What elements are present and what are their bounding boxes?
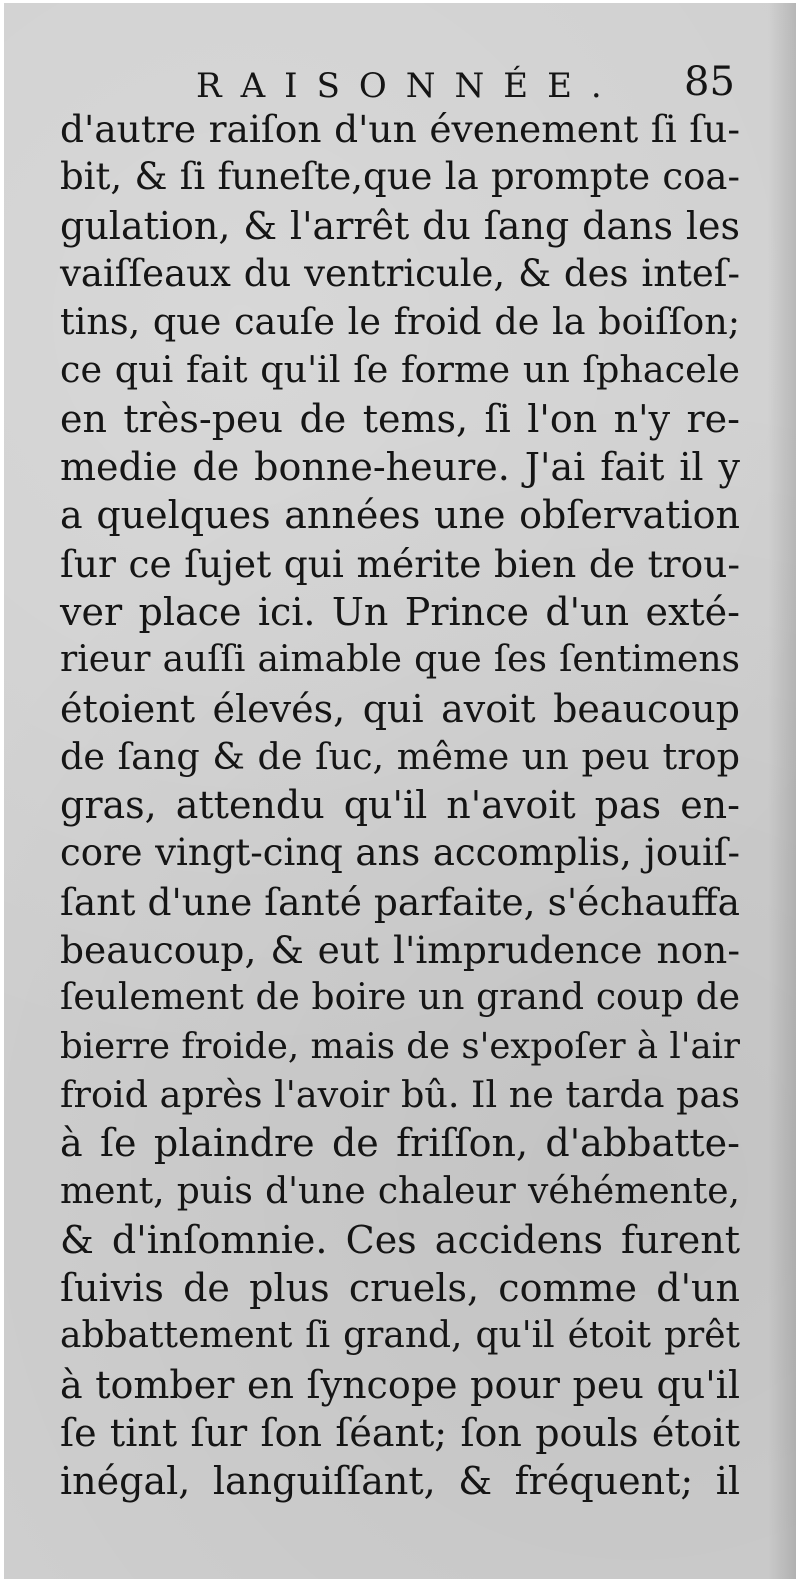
text-line: ſant d'une ſanté parfaite, s'échauffa <box>60 879 740 924</box>
text-line: de ſang & de ſuc, même un peu trop <box>60 734 740 778</box>
text-line: & d'inſomnie. Ces accidens furent <box>60 1217 740 1262</box>
text-line: tins, que cauſe le froid de la boiſſon; <box>60 300 740 344</box>
text-line: inégal, languiſſant, & fréquent; il <box>60 1459 740 1504</box>
text-line: ſur ce ſujet qui mérite bien de trou- <box>60 541 740 586</box>
text-line: ver place ici. Un Prince d'un exté- <box>60 589 740 634</box>
page-number: 85 <box>684 59 735 105</box>
text-line: rieur auſſi aimable que ſes ſentimens <box>60 639 740 681</box>
text-line: medie de bonne-heure. J'ai fait il y <box>60 445 740 490</box>
text-line: vaiſſeaux du ventricule, & des inteſ- <box>60 251 740 295</box>
text-line: à tomber en ſyncope pour peu qu'il <box>60 1362 740 1407</box>
text-line: core vingt-cinq ans accomplis, jouiſ- <box>60 831 740 875</box>
text-line: à ſe plaindre de friſſon, d'abbatte- <box>60 1121 740 1166</box>
text-line: froid après l'avoir bû. Il ne tarda pas <box>60 1072 740 1116</box>
book-page <box>4 3 796 1579</box>
text-line: ſe tint ſur ſon ſéant; ſon pouls étoit <box>60 1411 740 1456</box>
text-line: beaucoup, & eut l'imprudence non- <box>60 928 740 973</box>
text-line: en très-peu de tems, ſi l'on n'y re- <box>60 396 740 441</box>
text-line: ce qui fait qu'il ſe forme un ſphacele <box>60 348 740 392</box>
text-line: ſeulement de boire un grand coup de <box>60 977 740 1019</box>
text-line: bit, & ſi funeſte,que la prompte coa- <box>60 155 740 199</box>
text-line: bierre froide, mais de s'expoſer à l'air <box>60 1025 740 1067</box>
text-line: ment, puis d'une chaleur véhémente, <box>60 1170 740 1212</box>
text-line: ſuivis de plus cruels, comme d'un <box>60 1266 740 1311</box>
text-line: gulation, & l'arrêt du ſang dans les <box>60 203 740 248</box>
text-line: étoient élevés, qui avoit beaucoup <box>60 686 740 731</box>
text-line: gras, attendu qu'il n'avoit pas en- <box>60 783 740 828</box>
running-head <box>4 61 796 111</box>
text-line: a quelques années une obſervation <box>60 493 740 538</box>
text-line: abbattement ſi grand, qu'il étoit prêt <box>60 1315 740 1357</box>
body-text <box>60 105 740 1506</box>
text-line: d'autre raiſon d'un évenement ſi ſu- <box>60 107 740 151</box>
running-title: RAISONNÉE. <box>196 66 621 106</box>
